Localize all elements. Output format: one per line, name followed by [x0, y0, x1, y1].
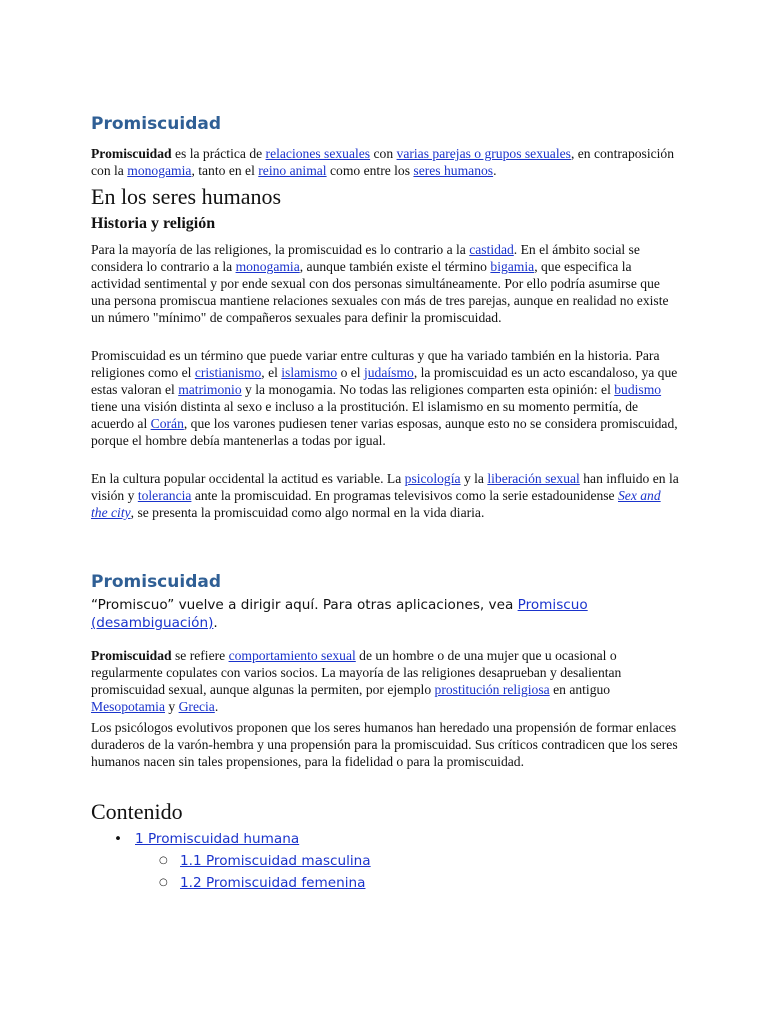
text: en antiguo [549, 682, 611, 697]
text: y la [460, 471, 488, 486]
link-tolerancia[interactable]: tolerancia [137, 488, 192, 503]
paragraph-definicion [91, 647, 679, 715]
table-of-contents [91, 828, 679, 894]
text: con [370, 146, 397, 161]
intro-paragraph [91, 145, 679, 179]
text: o el [337, 365, 364, 380]
paragraph-psicologos: Los psicólogos evolutivos proponen que los seres humanos han heredado una propensión de formar enlaces duraderos de la varón-hembra y una propensión para la promiscuidad. Sus críticos contradicen que los seres humanos nacen sin tales propensiones, para la fidelidad o para la promiscuidad. [91, 720, 678, 769]
link-sex-and-the-city[interactable]: Sex and the city [91, 488, 661, 520]
link-monogamia[interactable]: monogamia [127, 163, 192, 178]
toc-link-promiscuidad-masculina[interactable]: 1.1 Promiscuidad masculina [180, 853, 371, 869]
text: , en contraposición con la [91, 146, 675, 178]
link-castidad[interactable]: castidad [469, 242, 514, 257]
bold-term: Promiscuidad [91, 146, 172, 161]
link-comportamiento-sexual[interactable]: comportamiento sexual [228, 648, 356, 663]
text: , que los varones pudiesen tener varias esposas, aunque esto no se considera promiscuidad, porque el hombre debía mantenerlas a todas por igual. [91, 416, 678, 448]
link-coran[interactable]: Corán [150, 416, 184, 431]
text: han influido en la visión y [91, 471, 679, 503]
text: , el [261, 365, 282, 380]
text: tiene una visión distinta al sexo e incluso a la prostitución. El islamismo en su momento permitía, de acuerdo al [91, 399, 639, 431]
link-bigamia[interactable]: bigamia [490, 259, 535, 274]
link-relaciones-sexuales[interactable]: relaciones sexuales [265, 146, 371, 161]
contents-heading: Contenido [91, 799, 183, 824]
text: “Promiscuo” vuelve a dirigir aquí. Para otras aplicaciones, vea [91, 597, 518, 613]
toc-link-promiscuidad-humana[interactable]: 1 Promiscuidad humana [135, 831, 300, 847]
paragraph-religiones [91, 241, 679, 326]
link-psicologia[interactable]: psicología [404, 471, 461, 486]
toc-item [0, 872, 679, 894]
paragraph-cultura-popular [91, 470, 679, 521]
text: , tanto en el [191, 163, 259, 178]
text: es la práctica de [171, 146, 266, 161]
link-reino-animal[interactable]: reino animal [258, 163, 327, 178]
text: ante la promiscuidad. En programas televisivos como la serie estadounidense [191, 488, 618, 503]
section-title-promiscuidad-2: Promiscuidad [91, 572, 221, 592]
text: Para la mayoría de las religiones, la promiscuidad es lo contrario a la [91, 242, 470, 257]
bold-term: Promiscuidad [91, 648, 172, 663]
text: , aunque también existe el término [299, 259, 491, 274]
text: , se presenta la promiscuidad como algo normal en la vida diaria. [130, 505, 485, 520]
text: , la promiscuidad es un acto escandaloso, ya que estas valoran el [91, 365, 678, 397]
text: de un hombre o de una mujer que u ocasional o regularmente copulates con varios socios. La mayoría de las religiones desaprueban y desalientan promiscuidad sexual, aunque algunas la permiten, por ejemplo [91, 648, 622, 697]
link-islamismo[interactable]: islamismo [281, 365, 338, 380]
link-matrimonio[interactable]: matrimonio [178, 382, 242, 397]
text: En la cultura popular occidental la actitud es variable. La [91, 471, 405, 486]
subheading-historia-religion: Historia y religión [91, 215, 216, 232]
link-liberacion-sexual[interactable]: liberación sexual [487, 471, 580, 486]
toc-item [0, 828, 679, 850]
section-title-promiscuidad: Promiscuidad [91, 114, 221, 134]
link-cristianismo[interactable]: cristianismo [194, 365, 262, 380]
text: . En el ámbito social se considera lo contrario a la [91, 242, 640, 274]
link-promiscuo-desambiguacion[interactable]: Promiscuo (desambiguación) [91, 597, 588, 631]
redirect-note [91, 596, 651, 632]
text: y [165, 699, 179, 714]
text: . [213, 615, 218, 631]
text: como entre los [326, 163, 414, 178]
text: y la monogamia. No todas las religiones comparten esta opinión: el [241, 382, 615, 397]
text: . [493, 163, 497, 178]
link-mesopotamia[interactable]: Mesopotamia [91, 699, 165, 714]
toc-link-promiscuidad-femenina[interactable]: 1.2 Promiscuidad femenina [180, 875, 366, 891]
link-seres-humanos[interactable]: seres humanos [413, 163, 494, 178]
heading-seres-humanos: En los seres humanos [91, 184, 282, 209]
toc-item [0, 850, 679, 872]
link-grecia[interactable]: Grecia [178, 699, 215, 714]
link-prostitucion-religiosa[interactable]: prostitución religiosa [434, 682, 550, 697]
link-varias-parejas[interactable]: varias parejas o grupos sexuales [396, 146, 571, 161]
text: Promiscuidad es un término que puede variar entre culturas y que ha variado también en la historia. Para religiones como el [91, 348, 660, 380]
link-monogamia-2[interactable]: monogamia [235, 259, 300, 274]
link-judaismo[interactable]: judaísmo [363, 365, 414, 380]
link-budismo[interactable]: budismo [614, 382, 662, 397]
text: se refiere [171, 648, 229, 663]
paragraph-culturas [91, 347, 679, 449]
text: , que especifica la actividad sentimental y por ende sexual con dos personas simultáneamente. Por ello podría asumirse que una persona promiscua mantiene relaciones sexuales con más de tres parejas, aunque en realidad no existe un número "mínimo" de compañeros sexuales para definir la promiscuidad. [91, 259, 669, 325]
text: . [214, 699, 219, 714]
